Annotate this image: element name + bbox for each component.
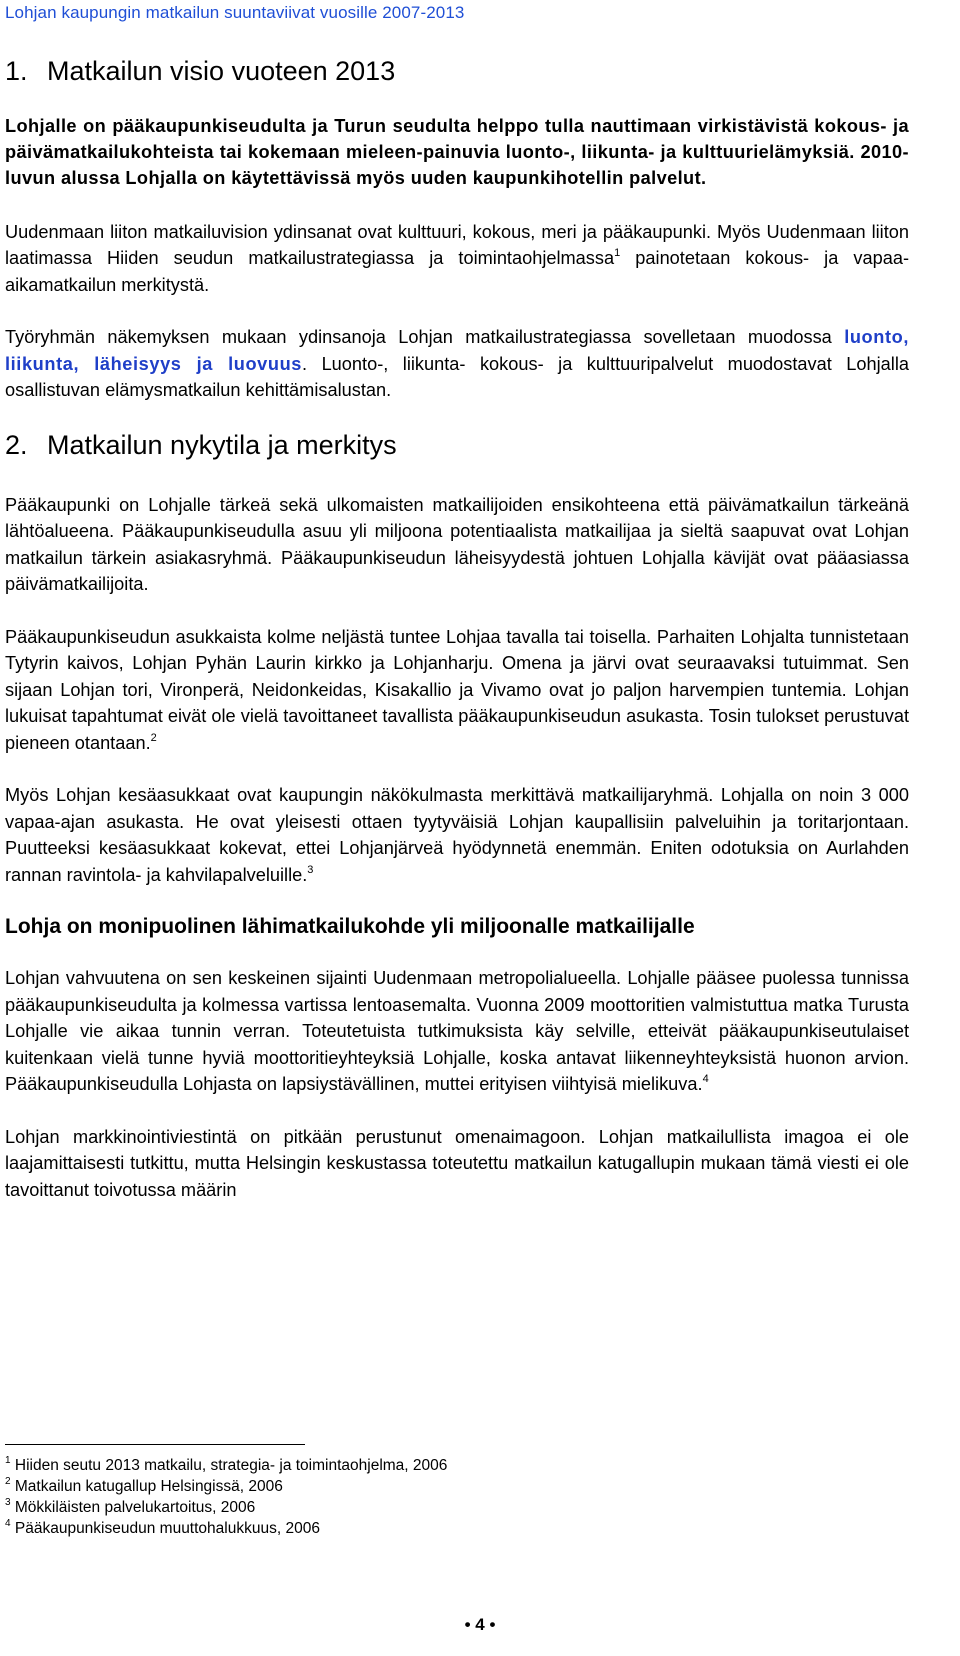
footnote-ref-2: 2 (150, 731, 157, 744)
footnote-number: 3 (5, 1497, 11, 1508)
sub-p1-text: Lohjan vahvuutena on sen keskeinen sijainti Uudenmaan metropolialueella. Lohjalle pääsee puolessa tunnissa pääkaupunkiseudulta ja kolmessa vartissa lentoasemalta. Vuonna 2009 moottoritien valmistuttua matka Turusta Lohjalle vie aikaa tunnin verran. Toteutetuista tutkimuksista käy selville, etteivät pääkaupunkiseutulaiset kuitenkaan vielä tunne hyviä moottoritieyhteyksiä Lohjalle, koska antavat liikenneyhteyksistä huonon arvion. Pääkaupunkiseudulla Lohjasta on lapsiystävällinen, muttei erityisen viihtyisä mielikuva. (5, 968, 909, 1095)
footnote-item (5, 1497, 705, 1518)
footnote-ref-4: 4 (702, 1073, 709, 1086)
p1-text-cont: painotetaan kokous- ja vapaa-aikamatkailun merkitystä. (5, 248, 910, 295)
section-2-number: 2. (5, 429, 28, 460)
p1-text: Uudenmaan liiton matkailuvision ydinsanat ovat kulttuuri, kokous, meri ja pääkaupunki. Myös Uudenmaan liiton laatimassa Hiiden seudun matkailustrategiassa ja toimintaohjelmassa (5, 221, 909, 269)
section-1-paragraph-2 (5, 324, 909, 404)
footnote-text: Hiiden seutu 2013 matkailu, strategia- ja toimintaohjelma, 2006 (14, 1457, 448, 1474)
footnote-item (5, 1476, 705, 1497)
section-1-title: Matkailun visio vuoteen 2013 (47, 56, 396, 86)
section-2-paragraph-3 (5, 782, 909, 888)
core-words-highlight: luonto, liikunta, läheisyys ja luovuus (5, 327, 909, 374)
p2-text-before: Työryhmän näkemyksen mukaan ydinsanoja Lohjan matkailustrategiassa sovelletaan muodossa (5, 327, 845, 348)
footnote-ref-1: 1 (614, 247, 621, 260)
running-header: Lohjan kaupungin matkailun suuntaviivat vuosille 2007-2013 (5, 3, 465, 22)
page-content (5, 50, 909, 1203)
subsection-heading: Lohja on monipuolinen lähimatkailukohde yli miljoonalle matkailijalle (5, 915, 695, 939)
page-number: • 4 • (464, 1615, 496, 1634)
section-1-heading (5, 58, 909, 85)
footnote-number: 2 (5, 1476, 11, 1487)
subsection-paragraph-2: Lohjan markkinointiviestintä on pitkään perustunut omenaimagoon. Lohjan matkailullista imagoa ei ole laajamittaisesti tutkittu, mutta Helsingin keskustassa toteutettu matkailun katugallupin mukaan tämä viesti ei ole tavoittanut toivotussa määrin (5, 1126, 909, 1200)
vision-paragraph: Lohjalle on pääkaupunkiseudulta ja Turun seudulta helppo tulla nauttimaan virkistävistä kokous- ja päivämatkailukohteista tai kokemaan mieleen-painuvia luonto-, liikunta- ja kulttuurielämyksiä. 2010-luvun alussa Lohjalla on käytettävissä myös uuden kaupunkihotellin palvelut. (5, 116, 909, 189)
section-1-paragraph-1 (5, 219, 909, 299)
section-2-paragraph-1: Pääkaupunki on Lohjalle tärkeä sekä ulkomaisten matkailijoiden ensikohteena että päivämatkailun tärkeänä lähtöalueena. Pääkaupunkiseudulla asuu yli miljoona potentiaalista matkailijaa ja sieltä saapuvat ovat Lohjan matkailun tärkein asiakasryhmä. Pääkaupunkiseudun läheisyydestä johtuen Lohjalla kävijät ovat pääasiassa päivämatkailijoita. (5, 494, 909, 595)
s2p3-text: Myös Lohjan kesäasukkaat ovat kaupungin näkökulmasta merkittävä matkailijaryhmä. Lohjalla on noin 3 000 vapaa-ajan asukasta. He ovat yleisesti ottaen tyytyväisiä Lohjan kaupallisiin palveluihin ja toritarjontaan. Puutteeksi kesäasukkaat kokevat, ettei Lohjanjärveä hyödynnetä enemmän. Eniten odotuksia on Aurlahden rannan ravintola- ja kahvilapalveluille. (5, 785, 909, 885)
footnote-ref-3: 3 (307, 863, 314, 876)
section-1-number: 1. (5, 56, 28, 86)
footnote-text: Matkailun katugallup Helsingissä, 2006 (14, 1478, 283, 1495)
s2p2-text: Pääkaupunkiseudun asukkaista kolme neljästä tuntee Lohjaa tavalla tai toisella. Parhaiten Lohjalta tunnistetaan Tytyrin kaivos, Lohjan Pyhän Laurin kirkko ja Lohjanharju. Omena ja järvi ovat seuraavaksi tutuimmat. Sen sijaan Lohjan tori, Vironperä, Neidonkeidas, Kisakallio ja Vivamo ovat jo paljon harvempien tuntemia. Lohjan lukuisat tapahtumat eivät ole vielä tavoittaneet tavallista pääkaupunkiseudun asukasta. Tosin tulokset perustuvat pieneen otantaan. (5, 626, 909, 753)
footnote-text: Pääkaupunkiseudun muuttohalukkuus, 2006 (14, 1520, 320, 1537)
footnote-separator (5, 1444, 305, 1445)
subsection-paragraph-1 (5, 965, 909, 1098)
footnote-number: 1 (5, 1455, 11, 1466)
footnotes (5, 1455, 705, 1539)
footnote-item (5, 1518, 705, 1539)
section-2-heading (5, 429, 909, 460)
footnote-number: 4 (5, 1518, 11, 1529)
p2-text-after: . Luonto-, liikunta- kokous- ja kulttuuripalvelut muodostavat Lohjalla osallistuvan elämysmatkailun kehittämisalustan. (5, 353, 909, 401)
section-2-title: Matkailun nykytila ja merkitys (47, 429, 397, 460)
section-2-paragraph-2 (5, 624, 909, 757)
footnote-text: Mökkiläisten palvelukartoitus, 2006 (14, 1499, 256, 1516)
footnote-item (5, 1455, 705, 1476)
